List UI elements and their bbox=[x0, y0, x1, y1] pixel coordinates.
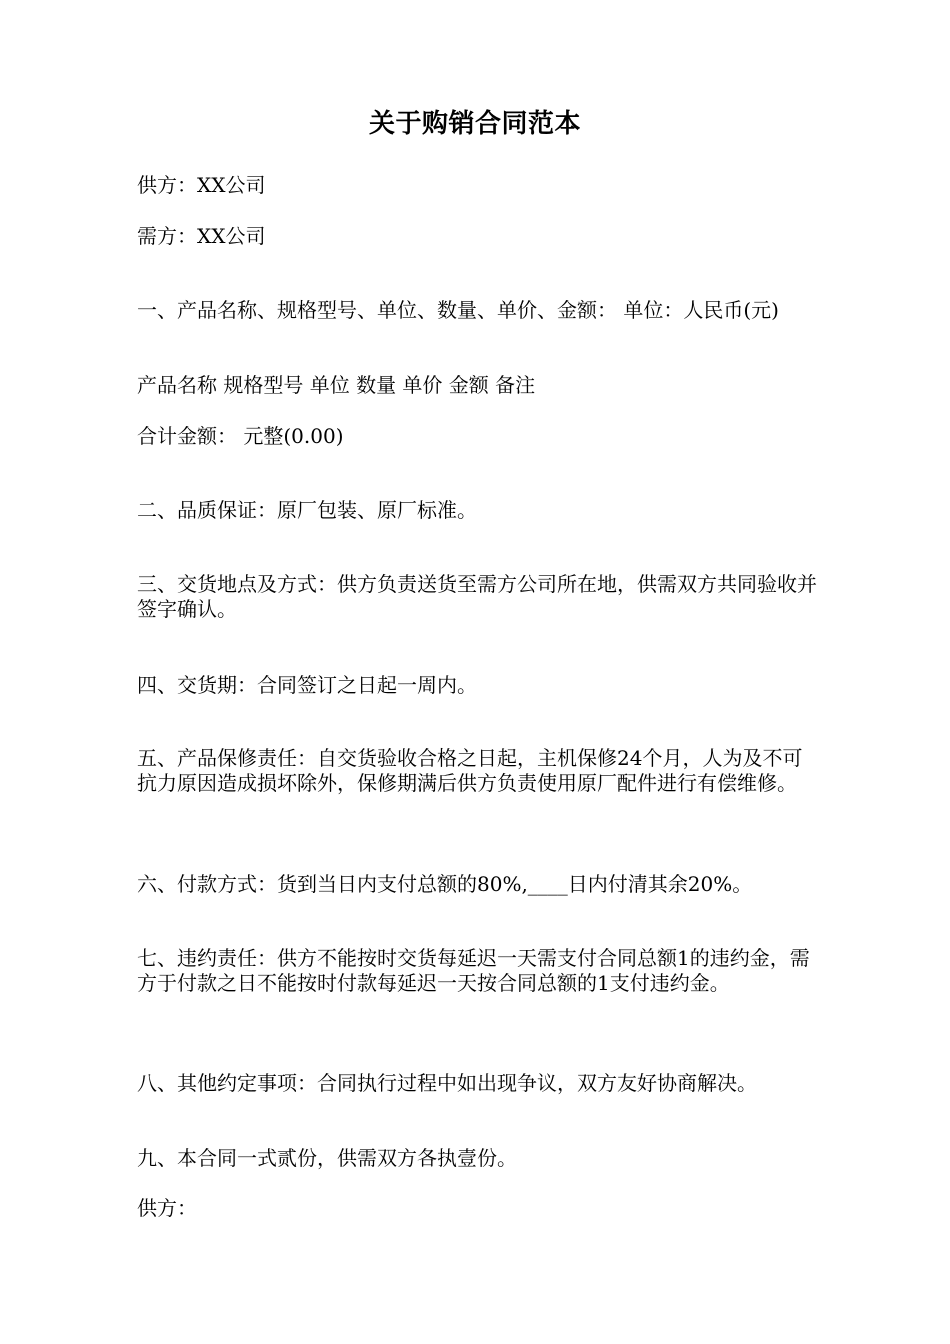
clause-6: 六、付款方式：货到当日内支付总额的80%,____日内付清其余20%。 bbox=[137, 872, 753, 896]
clause-4: 四、交货期：合同签订之日起一周内。 bbox=[137, 673, 477, 697]
clause-3: 三、交货地点及方式：供方负责送货至需方公司所在地，供需双方共同验收并签字确认。 bbox=[137, 572, 817, 621]
clause-9: 九、本合同一式贰份，供需双方各执壹份。 bbox=[137, 1146, 517, 1170]
clause-7: 七、违约责任：供方不能按时交货每延迟一天需支付合同总额1的违约金，需方于付款之日不能按时付款每延迟一天按合同总额的1支付违约金。 bbox=[137, 946, 810, 995]
clause-5: 五、产品保修责任：自交货验收合格之日起，主机保修24个月，人为及不可抗力原因造成损坏除外，保修期满后供方负责使用原厂配件进行有偿维修。 bbox=[137, 746, 803, 795]
clause-1: 一、产品名称、规格型号、单位、数量、单价、金额： 单位：人民币(元) bbox=[137, 298, 779, 322]
document-title: 关于购销合同范本 bbox=[368, 109, 581, 139]
total-amount: 合计金额： 元整(0.00) bbox=[137, 424, 344, 448]
clause-8: 八、其他约定事项：合同执行过程中如出现争议，双方友好协商解决。 bbox=[137, 1071, 757, 1095]
signature-supplier: 供方： bbox=[137, 1196, 197, 1220]
buyer-line: 需方：XX公司 bbox=[137, 224, 266, 248]
clause-2: 二、品质保证：原厂包装、原厂标准。 bbox=[137, 498, 477, 522]
product-table-header: 产品名称 规格型号 单位 数量 单价 金额 备注 bbox=[137, 373, 536, 397]
supplier-line: 供方：XX公司 bbox=[137, 173, 266, 197]
